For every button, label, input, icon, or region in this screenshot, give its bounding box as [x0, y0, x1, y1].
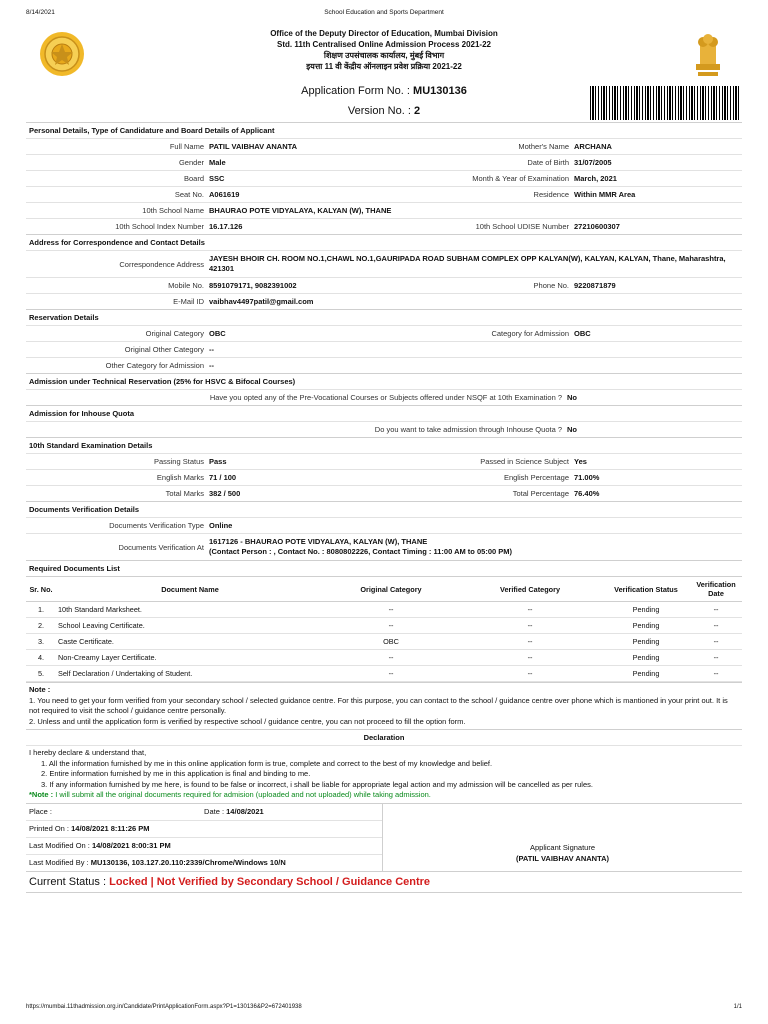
modified-by-value: MU130136, 103.127.20.110:2339/Chrome/Windows 10/N — [90, 857, 286, 867]
row-docver-at — [26, 533, 742, 560]
status-label: Current Status : — [29, 875, 107, 888]
current-status — [26, 871, 742, 893]
place-date-row — [26, 804, 382, 821]
label-residence: Residence — [533, 190, 569, 199]
col-srno: Sr. No. — [26, 577, 56, 602]
label-mobile: Mobile No. — [168, 281, 204, 290]
note-block — [26, 682, 742, 729]
value-correspondence: JAYESH BHOIR CH. ROOM NO.1,CHAWL NO.1,GAURIPADA ROAD SUBHAM COMPLEX OPP KALYAN(W), KALYAN, KALYAN, Thane, Maharashtra, 421301 — [209, 254, 726, 273]
declaration-block — [26, 745, 742, 803]
application-form — [26, 122, 742, 893]
row-english — [26, 469, 742, 485]
cell-ver-cat: -- — [458, 634, 602, 650]
value-other-adm-category: -- — [209, 360, 214, 370]
label-science: Passed in Science Subject — [480, 457, 569, 466]
note-line-1: 1. You need to get your form verified from your secondary school / selected guidance centre. For this purpose, you can contact to the school / guidance centre over phone which is mantioned in your print out. It is not required to visit the school / guidance centre personally. — [29, 695, 728, 715]
section-tenth: 10th Standard Examination Details — [26, 437, 742, 453]
col-ver-status: Verification Status — [602, 577, 690, 602]
cell-date: -- — [690, 618, 742, 634]
version-value: 2 — [413, 105, 421, 117]
printed-label: Printed On : — [29, 823, 70, 833]
print-date: 8/14/2021 — [26, 9, 55, 16]
table-row — [26, 666, 742, 682]
cell-srno: 3. — [26, 634, 56, 650]
version-label: Version No. : — [347, 105, 411, 117]
label-email: E-Mail ID — [173, 297, 204, 306]
cell-status: Pending — [602, 634, 690, 650]
value-mobile: 8591079171, 9082391002 — [209, 281, 297, 290]
col-docname: Document Name — [56, 577, 324, 602]
value-english-percent: 71.00% — [574, 473, 600, 482]
section-reservation: Reservation Details — [26, 309, 742, 325]
value-total-marks: 382 / 500 — [209, 489, 241, 498]
national-emblem-icon — [688, 28, 728, 80]
note-title: Note : — [29, 685, 51, 694]
table-row — [26, 634, 742, 650]
cell-orig-cat: -- — [324, 602, 458, 618]
value-school: BHAURAO POTE VIDYALAYA, KALYAN (W), THANE — [209, 205, 392, 215]
label-seat: Seat No. — [174, 190, 204, 199]
label-full-name: Full Name — [169, 142, 204, 151]
value-udise: 27210600307 — [574, 222, 620, 231]
cell-status: Pending — [602, 666, 690, 682]
print-header — [26, 9, 742, 16]
value-seat: A061619 — [209, 190, 240, 199]
sign-details — [26, 804, 383, 871]
row-index — [26, 218, 742, 234]
cell-date: -- — [690, 634, 742, 650]
declaration-3: 3. If any information furnished by me here, is found to be false or incorrect, i shall be liable for appropriate legal action and my admission will be cancelled as per rules. — [41, 779, 593, 789]
office-line-2: Std. 11th Centralised Online Admission Process 2021-22 — [276, 40, 491, 49]
label-exam: Month & Year of Examination — [472, 174, 569, 183]
cell-ver-cat: -- — [458, 666, 602, 682]
col-orig-cat: Original Category — [324, 577, 458, 602]
docver-at-line-2: (Contact Person : , Contact No. : 8080802226, Contact Timing : 11:00 AM to 05:00 PM) — [209, 547, 512, 556]
value-mother: ARCHANA — [574, 142, 612, 151]
note-line-2: 2. Unless and until the application form is verified by respective school / guidance centre, you can not proceed to fill the option form. — [29, 716, 466, 726]
cell-srno: 2. — [26, 618, 56, 634]
col-ver-cat: Verified Category — [458, 577, 602, 602]
cell-ver-cat: -- — [458, 618, 602, 634]
row-seat — [26, 186, 742, 202]
row-other-category — [26, 341, 742, 357]
date-value: 14/08/2021 — [226, 806, 264, 816]
cell-docname: Non-Creamy Layer Certificate. — [56, 650, 324, 666]
answer-inhouse: No — [567, 425, 577, 434]
label-gender: Gender — [178, 158, 204, 167]
row-docver-type — [26, 517, 742, 533]
section-docver: Documents Verification Details — [26, 501, 742, 517]
barcode-image — [590, 86, 740, 120]
form-no-value: MU130136 — [413, 85, 467, 97]
office-line-3: शिक्षण उपसंचालक कार्यालय, मुंबई विभाग — [323, 51, 445, 60]
cell-docname: Caste Certificate. — [56, 634, 324, 650]
label-udise: 10th School UDISE Number — [475, 222, 569, 231]
label-other-category: Original Other Category — [124, 345, 204, 354]
row-gender — [26, 154, 742, 170]
section-inhouse: Admission for Inhouse Quota — [26, 405, 742, 421]
cell-date: -- — [690, 666, 742, 682]
row-passing — [26, 453, 742, 469]
cell-date: -- — [690, 650, 742, 666]
office-line-4: इयत्ता 11 वी केंद्रीय ऑनलाइन प्रवेश प्रक्रिया 2021-22 — [306, 62, 462, 71]
office-line-1: Office of the Deputy Director of Education, Mumbai Division — [270, 29, 498, 38]
declaration-1: 1. All the information furnished by me in this online application form is true, complete and correct to the best of my knowledge and belief. — [41, 758, 493, 768]
label-english-percent: English Percentage — [503, 473, 569, 482]
signature-name: (PATIL VAIBHAV ANANTA) — [515, 853, 610, 863]
cell-ver-cat: -- — [458, 602, 602, 618]
label-total-marks: Total Marks — [165, 489, 204, 498]
modified-row — [26, 838, 382, 855]
cell-docname: Self Declaration / Undertaking of Student. — [56, 666, 324, 682]
label-passing: Passing Status — [153, 457, 204, 466]
answer-technical: No — [567, 393, 577, 402]
value-passing: Pass — [209, 457, 227, 466]
documents-header-row — [26, 577, 742, 602]
modified-label: Last Modified On : — [29, 840, 90, 850]
value-phone: 9220871879 — [574, 281, 616, 290]
declaration-note — [29, 790, 739, 801]
label-adm-category: Category for Admission — [491, 329, 569, 338]
modified-by-row — [26, 855, 382, 871]
place-label: Place : — [29, 806, 52, 816]
form-no-label: Application Form No. : — [301, 85, 410, 97]
row-inhouse — [26, 421, 742, 437]
value-total-percent: 76.40% — [574, 489, 600, 498]
value-residence: Within MMR Area — [574, 190, 636, 199]
office-header — [26, 28, 742, 82]
cell-orig-cat: OBC — [324, 634, 458, 650]
cell-ver-cat: -- — [458, 650, 602, 666]
print-footer — [26, 1004, 742, 1010]
section-personal: Personal Details, Type of Candidature and Board Details of Applicant — [26, 122, 742, 138]
footer-page: 1/1 — [733, 1004, 742, 1010]
label-mother: Mother's Name — [518, 142, 569, 151]
printed-row — [26, 821, 382, 838]
value-index: 16.17.126 — [209, 222, 243, 231]
status-value: Locked | Not Verified by Secondary School / Guidance Centre — [109, 875, 431, 888]
question-technical: Have you opted any of the Pre-Vocational Courses or Subjects offered under NSQF at 10th Examination ? — [209, 393, 562, 402]
signature-block — [26, 803, 742, 871]
label-orig-category: Original Category — [145, 329, 204, 338]
modified-by-label: Last Modified By : — [29, 857, 89, 867]
docver-at-line-1: 1617126 - BHAURAO POTE VIDYALAYA, KALYAN (W), THANE — [209, 537, 428, 546]
row-orig-category — [26, 325, 742, 341]
section-address: Address for Correspondence and Contact Details — [26, 234, 742, 250]
label-docver-at: Documents Verification At — [118, 542, 204, 552]
declaration-note-text: I will submit all the original documents required for admision (uploaded and not uploaded) while taking admission. — [53, 790, 431, 799]
signature-label: Applicant Signature — [529, 842, 596, 852]
declaration-intro: I hereby declare & understand that, — [29, 748, 147, 757]
row-mobile — [26, 277, 742, 293]
table-row — [26, 602, 742, 618]
documents-table — [26, 576, 742, 682]
label-correspondence: Correspondence Address — [119, 259, 204, 269]
declaration-note-label: *Note : — [29, 790, 54, 799]
label-total-percent: Total Percentage — [512, 489, 569, 498]
section-required-docs: Required Documents List — [26, 560, 742, 576]
row-name — [26, 138, 742, 154]
value-adm-category: OBC — [574, 329, 591, 338]
applicant-signature — [383, 804, 742, 871]
cell-orig-cat: -- — [324, 650, 458, 666]
cell-orig-cat: -- — [324, 618, 458, 634]
modified-value: 14/08/2021 8:00:31 PM — [91, 840, 171, 850]
label-dob: Date of Birth — [527, 158, 569, 167]
value-other-category: -- — [209, 344, 214, 354]
cell-status: Pending — [602, 618, 690, 634]
section-technical: Admission under Technical Reservation (25% for HSVC & Bifocal Courses) — [26, 373, 742, 389]
value-docver-type: Online — [209, 520, 233, 530]
label-docver-type: Documents Verification Type — [109, 521, 204, 530]
label-other-adm-category: Other Category for Admission — [105, 361, 204, 370]
question-inhouse: Do you want to take admission through Inhouse Quota ? — [374, 425, 562, 434]
date-label: Date : — [204, 806, 225, 816]
cell-status: Pending — [602, 650, 690, 666]
print-site: School Education and Sports Department — [324, 9, 444, 16]
label-index: 10th School Index Number — [115, 222, 204, 231]
value-orig-category: OBC — [209, 329, 226, 338]
cell-status: Pending — [602, 602, 690, 618]
label-board: Board — [183, 174, 204, 183]
value-exam: March, 2021 — [574, 174, 617, 183]
table-row — [26, 650, 742, 666]
row-school — [26, 202, 742, 218]
printed-value: 14/08/2021 8:11:26 PM — [71, 823, 150, 833]
cell-srno: 1. — [26, 602, 56, 618]
row-other-adm-category — [26, 357, 742, 373]
table-row — [26, 618, 742, 634]
value-dob: 31/07/2005 — [574, 158, 612, 167]
label-english-marks: English Marks — [156, 473, 204, 482]
row-total — [26, 485, 742, 501]
cell-orig-cat: -- — [324, 666, 458, 682]
value-full-name: PATIL VAIBHAV ANANTA — [209, 142, 298, 151]
cell-srno: 4. — [26, 650, 56, 666]
cell-docname: 10th Standard Marksheet. — [56, 602, 324, 618]
value-board: SSC — [209, 174, 225, 183]
value-english-marks: 71 / 100 — [209, 473, 237, 482]
value-science: Yes — [574, 457, 587, 466]
value-gender: Male — [209, 158, 226, 167]
row-board — [26, 170, 742, 186]
label-phone: Phone No. — [533, 281, 569, 290]
cell-date: -- — [690, 602, 742, 618]
row-email — [26, 293, 742, 309]
declaration-2: 2. Entire information furnished by me in this application is final and binding to me. — [41, 769, 311, 778]
label-school: 10th School Name — [142, 206, 204, 215]
row-technical — [26, 389, 742, 405]
cell-docname: School Leaving Certificate. — [56, 618, 324, 634]
cell-srno: 5. — [26, 666, 56, 682]
declaration-title: Declaration — [26, 729, 742, 745]
value-email: vaibhav4497patil@gmail.com — [209, 296, 314, 306]
value-docver-at — [207, 537, 742, 557]
row-correspondence — [26, 250, 742, 277]
footer-url: https://mumbai.11thadmission.org.in/Candidate/PrintApplicationForm.aspx?P1=130136&P2=672401938 — [26, 1004, 302, 1010]
col-ver-date: Verification Date — [690, 577, 742, 602]
